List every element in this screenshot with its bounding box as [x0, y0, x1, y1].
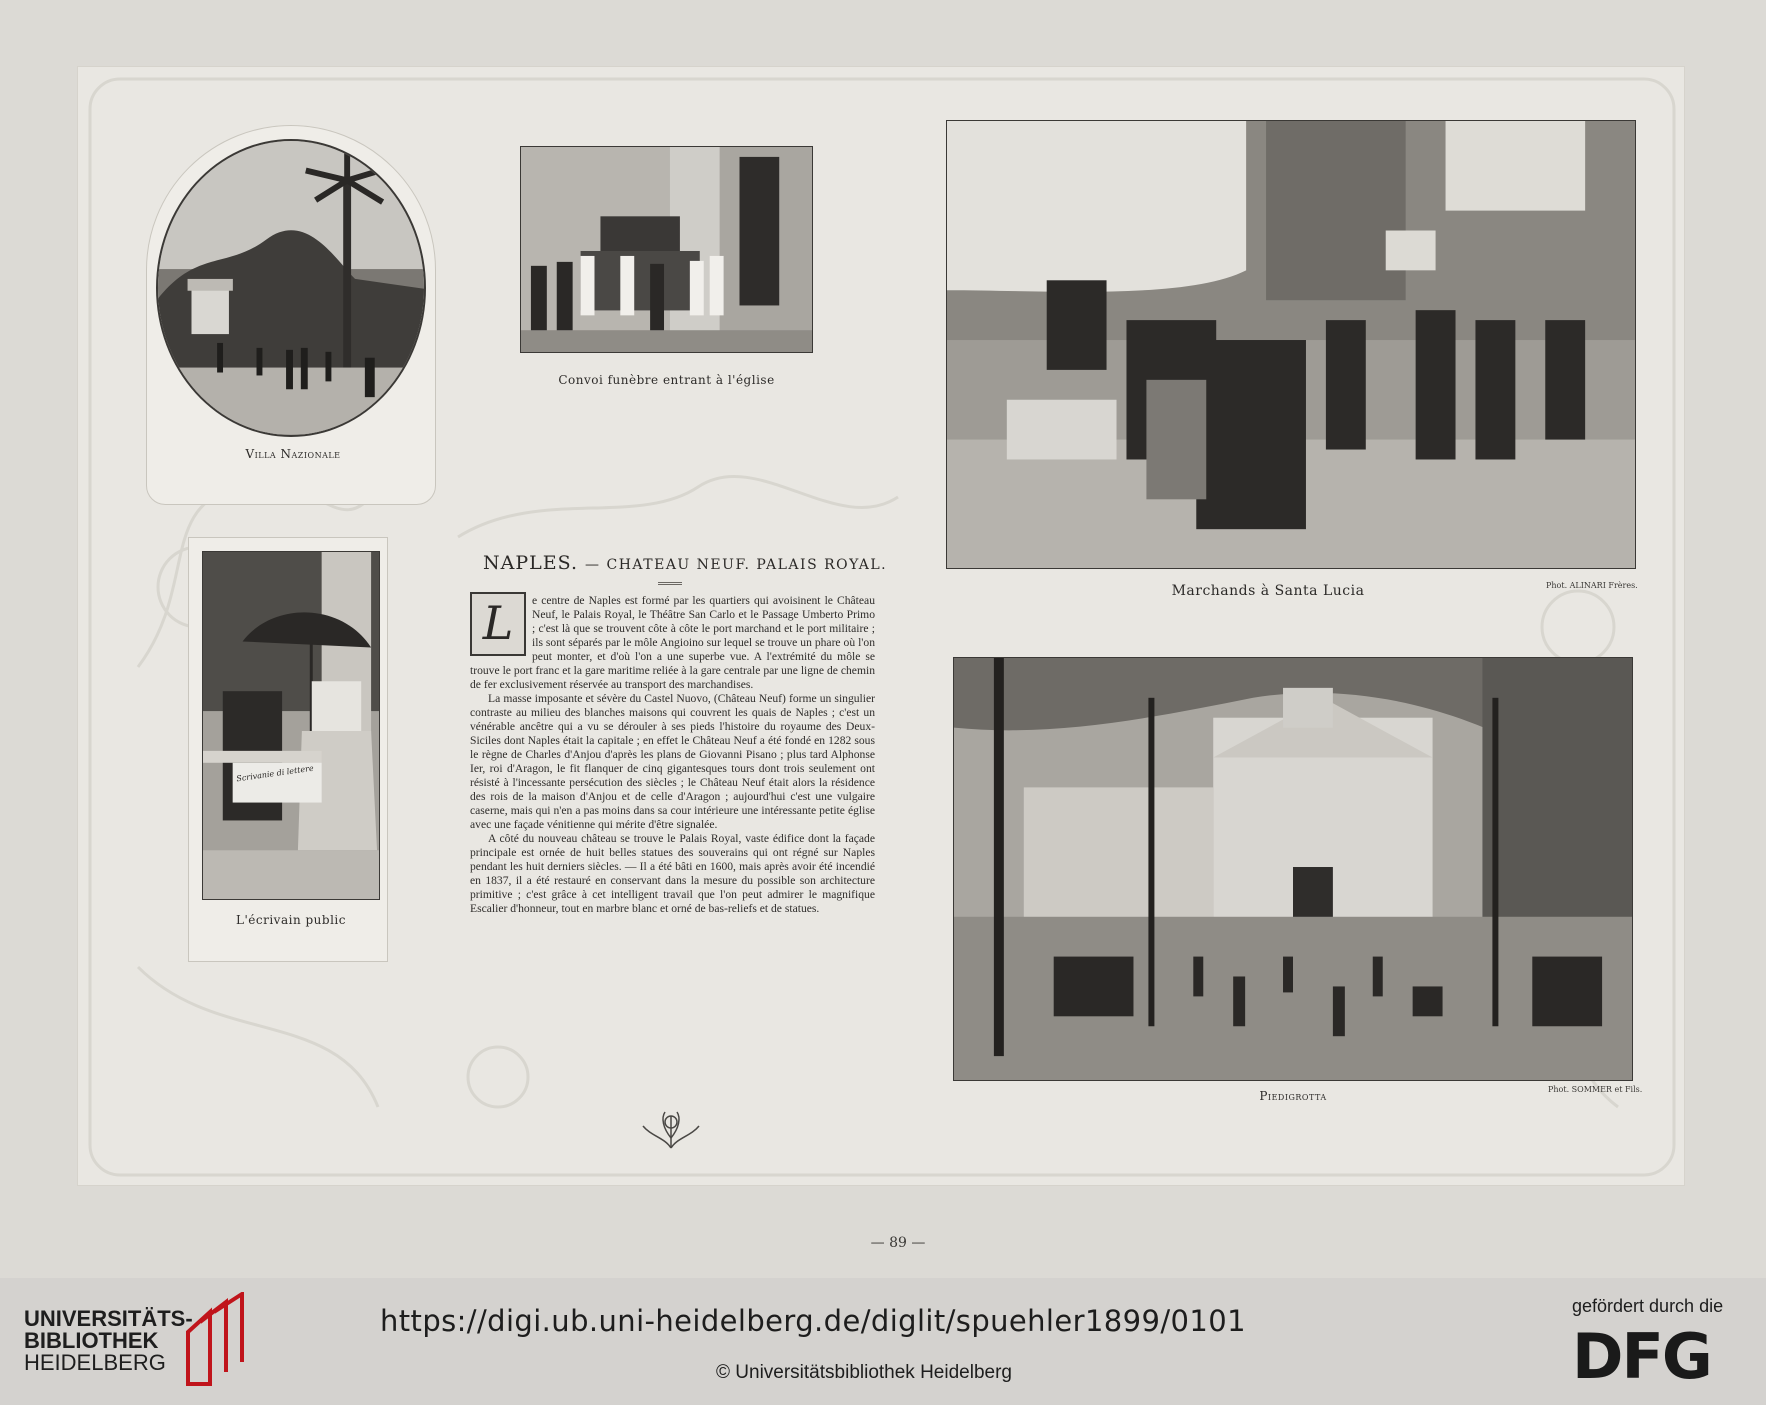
- santa-lucia-merchants-photo: [946, 120, 1636, 569]
- copyright-notice: © Universitätsbibliothek Heidelberg: [716, 1362, 1012, 1383]
- article-dropcap: L: [470, 592, 526, 656]
- footer-bar: [0, 1278, 1766, 1405]
- book-page: [77, 66, 1685, 1251]
- library-line-1: UNIVERSITÄTS-: [24, 1306, 193, 1331]
- caption-funeral-procession: Convoi funèbre entrant à l'église: [558, 373, 775, 387]
- page-number: — 89 —: [870, 1235, 926, 1251]
- funding-caption: gefördert durch die: [1572, 1296, 1724, 1316]
- library-name: [24, 1308, 193, 1374]
- funeral-procession-photo: [520, 146, 813, 353]
- library-logo-icon: [180, 1292, 250, 1392]
- scribe-sign: Scrivanie di lettere: [235, 763, 315, 784]
- public-scribe-photo: [202, 551, 380, 900]
- article-title-main: NAPLES.: [483, 552, 578, 574]
- article-paragraph-3: A côté du nouveau château se trouve le Palais Royal, vaste édifice dont la façade principale est ornée de huit belles statues des souverains qui ont régné sur Naples pendant les huit derniers siècles. — Il a été bâti en 1600, mais après avoir été incendié en 1837, il a été restauré en conservant dans la mesure du possible son architecture primitive ; c'est grâce à cet intelligent travail que l'on peut admirer le magnifique Escalier d'honneur, tout en marbre blanc et orné de bas-reliefs et de statues.: [470, 832, 875, 915]
- permalink-url[interactable]: https://digi.ub.uni-heidelberg.de/diglit/spuehler1899/0101: [380, 1304, 1246, 1338]
- article-title: [483, 552, 888, 574]
- title-divider: [658, 582, 682, 585]
- article-body: [470, 594, 875, 1084]
- caption-piedigrotta: Piedigrotta: [1259, 1089, 1327, 1103]
- villa-nazionale-photo: [156, 139, 426, 437]
- floral-tailpiece-icon: [635, 1108, 707, 1152]
- caption-villa-nazionale: Villa Nazionale: [245, 447, 341, 461]
- piedigrotta-photo: [953, 657, 1633, 1081]
- credit-sommer: Phot. SOMMER et Fils.: [1548, 1085, 1643, 1094]
- library-line-2: BIBLIOTHEK: [24, 1328, 159, 1353]
- article-paragraph-2: La masse imposante et sévère du Castel Nuovo, (Château Neuf) forme un singulier contraste au milieu des blanches maisons qui couvrent les quais de Naples ; c'est un vénérable ancêtre qui a vu se dérouler à ses pieds l'histoire du royaume des Deux-Siciles dont Naples était la capitale ; en effet le Château Neuf a été fondé en 1282 sous le règne de Charles d'Anjou d'après les plans de Giovanni Pisano ; plus tard Alphonse Ier, roi d'Aragon, le fit flanquer de cinq gigantesques tours dont trois seulement ont résisté à l'incessante persécution des siècles ; le Château Neuf était alors la résidence des rois de la maison d'Anjou et de celle d'Aragon ; aujourd'hui c'est une vulgaire caserne, mais qui n'en a pas moins dans sa cour intérieure une intéressante petite église avec une façade vénitienne qui mérite d'être signalée.: [470, 692, 875, 831]
- credit-alinari: Phot. ALINARI Frères.: [1546, 581, 1638, 590]
- article-paragraph-1: e centre de Naples est formé par les quartiers qui avoisinent le Château Neuf, le Palais Royal, le Théâtre San Carlo et le Passage Umberto Primo ; c'est là que se trouvent côte à côte le port marchand et le port militaire ; ils sont séparés par le môle Angioino sur lequel se trouve un phare où l'on peut monter, et d'où l'on a une superbe vue. A l'extrémité du môle se trouve le port franc et la gare maritime reliée à la gare centrale par une ligne de chemin de fer exclusivement réservée au transport des marchandises.: [470, 594, 875, 691]
- caption-public-scribe: L'écrivain public: [236, 913, 346, 927]
- library-line-3: HEIDELBERG: [24, 1350, 166, 1375]
- caption-santa-lucia: Marchands à Santa Lucia: [1171, 583, 1365, 599]
- dfg-logo: DFG: [1572, 1320, 1711, 1393]
- article-title-sub: — CHATEAU NEUF. PALAIS ROYAL.: [585, 557, 888, 573]
